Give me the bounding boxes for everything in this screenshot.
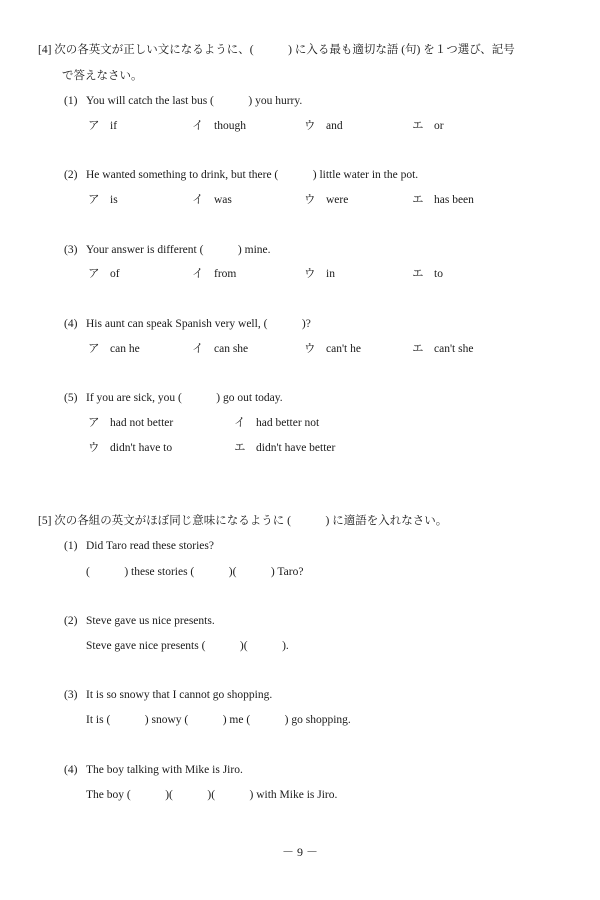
- choice-mark: ウ: [88, 442, 100, 454]
- choice-text: can he: [110, 343, 140, 355]
- choice-text: though: [214, 120, 246, 132]
- q5-1-line2: ( ) these stories ( )( ) Taro?: [86, 566, 304, 578]
- choice-mark: ウ: [304, 343, 316, 355]
- choice-mark: ウ: [304, 268, 316, 280]
- q4-1-choice-u: [304, 119, 343, 133]
- q5-4-line2: The boy ( )( )( ) with Mike is Jiro.: [86, 789, 338, 801]
- q4-3-number: (3): [64, 244, 78, 256]
- choice-text: didn't have better: [256, 442, 336, 454]
- q4-3-text: Your answer is different ( ) mine.: [86, 244, 271, 256]
- q5-2-line2: Steve gave nice presents ( )( ).: [86, 640, 289, 652]
- q4-4-choice-e: [412, 342, 473, 356]
- section4-heading: [4] 次の各英文が正しい文になるように、( ) に入る最も適切な語 (句) を１つ選び、記号: [38, 44, 515, 56]
- q4-2-text: He wanted something to drink, but there ( ) little water in the pot.: [86, 169, 419, 181]
- choice-text: to: [434, 268, 443, 280]
- choice-text: is: [110, 194, 118, 206]
- choice-text: had not better: [110, 417, 174, 429]
- choice-text: didn't have to: [110, 442, 173, 454]
- section4-heading-cont: で答えなさい。: [62, 70, 143, 82]
- q5-2-line1: Steve gave us nice presents.: [86, 615, 215, 627]
- choice-text: was: [214, 194, 232, 206]
- q4-3-choice-a: [88, 267, 120, 281]
- choice-text: from: [214, 268, 237, 280]
- q4-4-choice-i: [192, 342, 248, 356]
- q4-5-choice-e: [234, 441, 335, 455]
- q5-3-line1: It is so snowy that I cannot go shopping.: [86, 689, 273, 701]
- choice-text: of: [110, 268, 120, 280]
- q4-2-choice-e: [412, 193, 474, 207]
- q5-4-line1: The boy talking with Mike is Jiro.: [86, 764, 243, 776]
- q4-5-choice-u: [88, 441, 172, 455]
- choice-mark: ウ: [304, 194, 316, 206]
- q4-2-choice-u: [304, 193, 348, 207]
- choice-mark: イ: [192, 194, 204, 206]
- q5-4-number: (4): [64, 764, 78, 776]
- choice-text: in: [326, 268, 335, 280]
- choice-mark: エ: [234, 442, 246, 454]
- q4-3-choice-i: [192, 267, 236, 281]
- q4-1-choice-i: [192, 119, 246, 133]
- q5-2-number: (2): [64, 615, 78, 627]
- q4-2-choice-a: [88, 193, 118, 207]
- choice-mark: ア: [88, 194, 100, 206]
- q4-3-choice-e: [412, 267, 443, 281]
- q4-4-text: His aunt can speak Spanish very well, ( )?: [86, 318, 311, 330]
- choice-text: or: [434, 120, 444, 132]
- q5-1-number: (1): [64, 540, 78, 552]
- choice-text: has been: [434, 194, 474, 206]
- choice-mark: イ: [234, 417, 246, 429]
- choice-mark: イ: [192, 268, 204, 280]
- q4-1-text: You will catch the last bus ( ) you hurry.: [86, 95, 303, 107]
- choice-text: can't he: [326, 343, 361, 355]
- choice-mark: エ: [412, 120, 424, 132]
- q5-3-line2: It is ( ) snowy ( ) me ( ) go shopping.: [86, 714, 351, 726]
- choice-text: if: [110, 120, 118, 132]
- choice-mark: エ: [412, 268, 424, 280]
- choice-mark: ア: [88, 120, 100, 132]
- q4-1-choice-a: [88, 119, 117, 133]
- page-number: － 9 －: [281, 845, 318, 859]
- q4-5-choice-a: [88, 416, 173, 430]
- q4-1-number: (1): [64, 95, 78, 107]
- q4-2-number: (2): [64, 169, 78, 181]
- q4-3-choice-u: [304, 267, 335, 281]
- q5-1-line1: Did Taro read these stories?: [86, 540, 214, 552]
- q4-5-number: (5): [64, 392, 78, 404]
- choice-mark: ウ: [304, 120, 316, 132]
- choice-text: and: [326, 120, 343, 132]
- choice-text: had better not: [256, 417, 320, 429]
- choice-mark: ア: [88, 417, 100, 429]
- choice-mark: イ: [192, 343, 204, 355]
- choice-mark: ア: [88, 268, 100, 280]
- section5-heading: [5] 次の各組の英文がほぼ同じ意味になるように ( ) に適語を入れなさい。: [38, 515, 448, 527]
- choice-mark: エ: [412, 194, 424, 206]
- choice-text: can she: [214, 343, 249, 355]
- q4-4-choice-u: [304, 342, 361, 356]
- q4-4-number: (4): [64, 318, 78, 330]
- q4-4-choice-a: [88, 342, 140, 356]
- choice-mark: ア: [88, 343, 100, 355]
- q5-3-number: (3): [64, 689, 78, 701]
- choice-mark: エ: [412, 343, 424, 355]
- q4-5-text: If you are sick, you ( ) go out today.: [86, 392, 283, 404]
- choice-mark: イ: [192, 120, 204, 132]
- q4-1-choice-e: [412, 119, 444, 133]
- q4-5-choice-i: [234, 416, 319, 430]
- choice-text: can't she: [434, 343, 474, 355]
- choice-text: were: [326, 194, 349, 206]
- q4-2-choice-i: [192, 193, 232, 207]
